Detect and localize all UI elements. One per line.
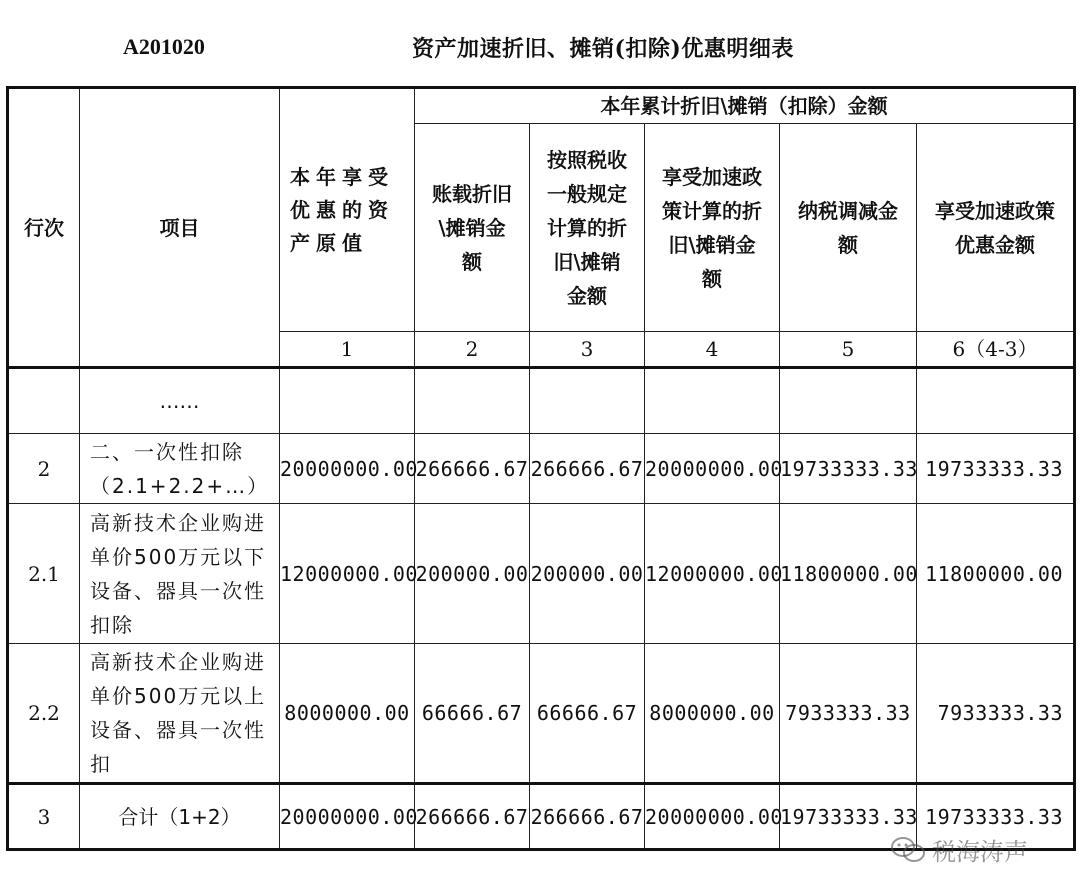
header-original-value: 本年享受优惠的资产原值 [280, 88, 415, 332]
value-cell: 266666.67 [530, 784, 645, 850]
row-no: 2.1 [8, 504, 80, 644]
header-accelerated: 享受加速政策计算的折旧\摊销金额 [645, 124, 780, 332]
header-item: 项目 [80, 88, 280, 368]
value-cell: 11800000.00 [917, 504, 1075, 644]
value-cell [415, 368, 530, 434]
value-cell: 20000000.00 [645, 434, 780, 504]
value-cell [530, 368, 645, 434]
value-cell: 11800000.00 [780, 504, 917, 644]
detail-table [6, 86, 1076, 851]
value-cell [780, 368, 917, 434]
header-general: 按照税收一般规定计算的折旧\摊销金额 [530, 124, 645, 332]
row-item: 二、一次性扣除（2.1+2.2+…） [80, 434, 280, 504]
value-cell [280, 368, 415, 434]
watermark-text: 税海涛声 [932, 838, 1028, 866]
value-cell: 66666.67 [530, 644, 645, 784]
row-no: 2 [8, 434, 80, 504]
col-number: 5 [780, 332, 917, 368]
value-cell: 19733333.33 [917, 784, 1075, 850]
value-cell: 8000000.00 [280, 644, 415, 784]
row-no [8, 368, 80, 434]
row-item: 高新技术企业购进单价500万元以下设备、器具一次性扣除 [80, 504, 280, 644]
form-title: 资产加速折旧、摊销(扣除)优惠明细表 [412, 36, 794, 62]
wechat-icon [890, 836, 926, 864]
value-cell: 66666.67 [415, 644, 530, 784]
row-no: 2.2 [8, 644, 80, 784]
header-benefit: 享受加速政策优惠金额 [917, 124, 1075, 332]
value-cell [917, 368, 1075, 434]
table-row [8, 434, 1075, 504]
row-no: 3 [8, 784, 80, 850]
table-row [8, 644, 1075, 784]
value-cell: 200000.00 [530, 504, 645, 644]
value-cell: 266666.67 [530, 434, 645, 504]
row-item: 高新技术企业购进单价500万元以上设备、器具一次性扣 [80, 644, 280, 784]
header-group: 本年累计折旧\摊销（扣除）金额 [415, 88, 1075, 124]
value-cell: 12000000.00 [280, 504, 415, 644]
value-cell: 8000000.00 [645, 644, 780, 784]
header-book: 账载折旧\摊销金额 [415, 124, 530, 332]
col-number: 6（4-3） [917, 332, 1075, 368]
watermark [890, 832, 1028, 867]
value-cell: 20000000.00 [645, 784, 780, 850]
col-number: 3 [530, 332, 645, 368]
value-cell: 200000.00 [415, 504, 530, 644]
row-item: 合计（1+2） [80, 784, 280, 850]
value-cell: 19733333.33 [917, 434, 1075, 504]
table-row [8, 504, 1075, 644]
col-number: 1 [280, 332, 415, 368]
value-cell [645, 368, 780, 434]
value-cell: 7933333.33 [780, 644, 917, 784]
value-cell: 12000000.00 [645, 504, 780, 644]
value-cell: 7933333.33 [917, 644, 1075, 784]
value-cell: 20000000.00 [280, 784, 415, 850]
col-number: 2 [415, 332, 530, 368]
value-cell: 19733333.33 [780, 784, 917, 850]
header-row-no: 行次 [8, 88, 80, 368]
header-tax-adjust: 纳税调减金额 [780, 124, 917, 332]
value-cell: 266666.67 [415, 784, 530, 850]
col-number: 4 [645, 332, 780, 368]
value-cell: 19733333.33 [780, 434, 917, 504]
form-code: A201020 [123, 34, 205, 59]
row-item: …… [80, 368, 280, 434]
table-row [8, 368, 1075, 434]
value-cell: 266666.67 [415, 434, 530, 504]
value-cell: 20000000.00 [280, 434, 415, 504]
